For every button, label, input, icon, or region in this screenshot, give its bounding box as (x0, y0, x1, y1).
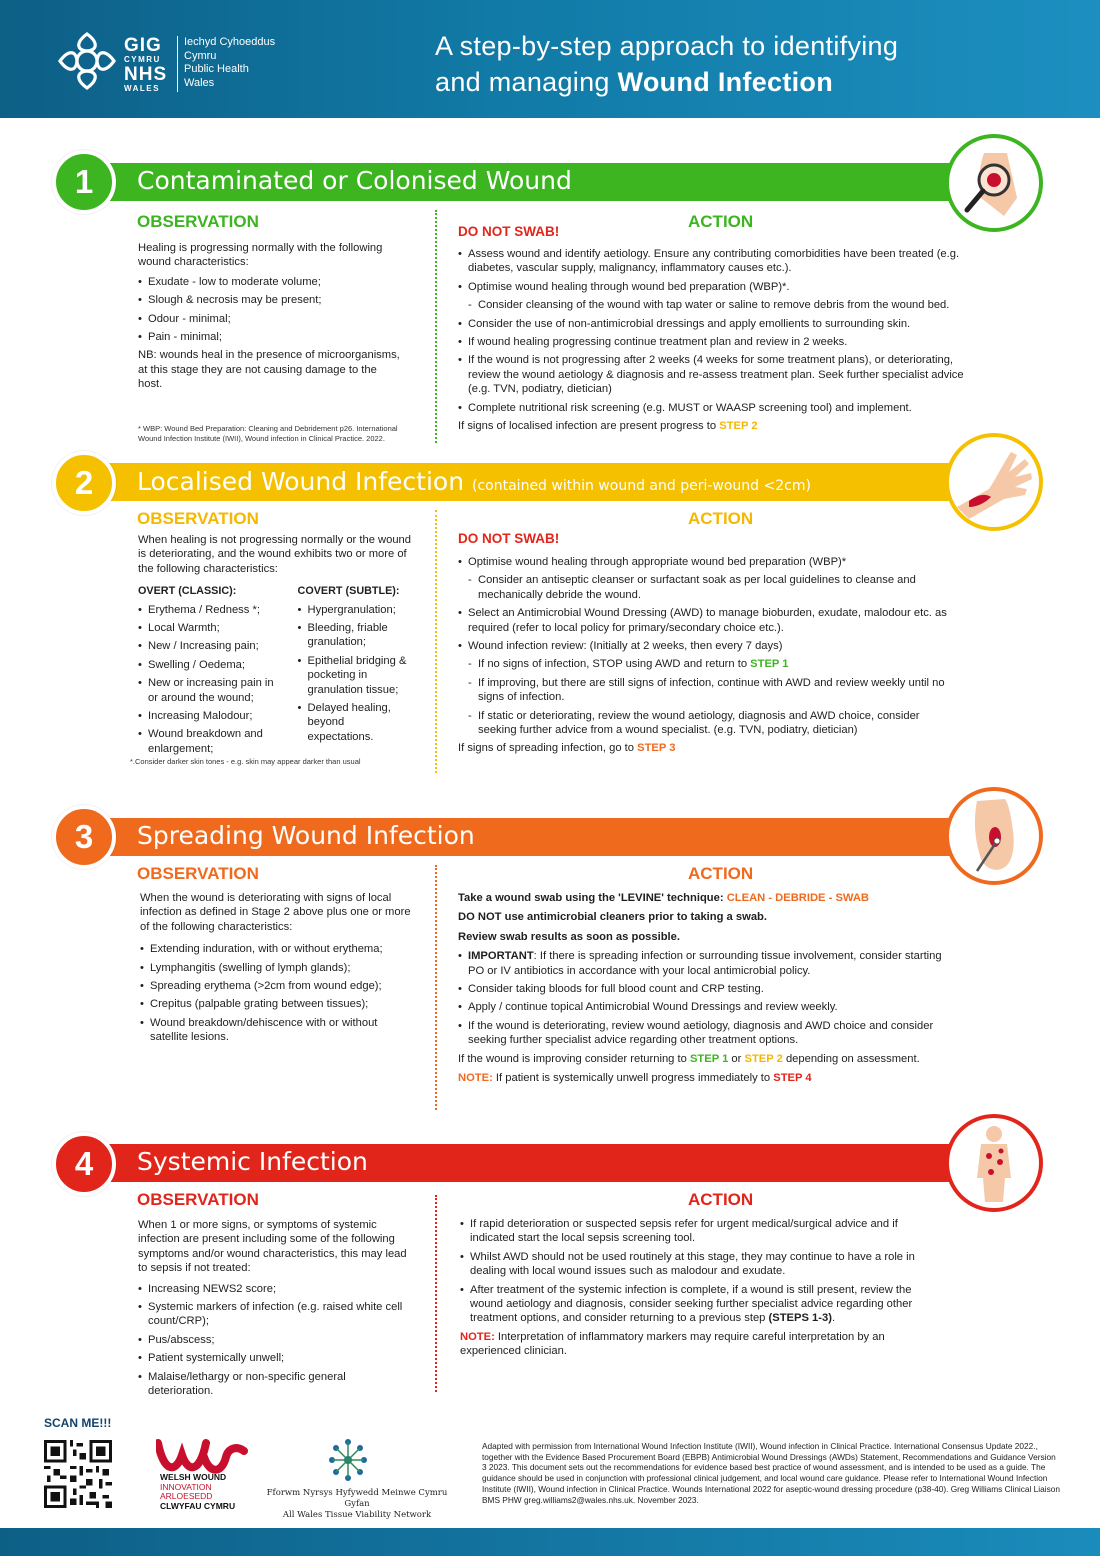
list-item (458, 657, 958, 671)
covert-column (298, 584, 413, 760)
list-item: • Spreading erythema (>2cm from wound edge); (140, 979, 412, 993)
obs-intro: When healing is not progressing normally or the wound is deteriorating, and the wound exhibits two or more of the following characteristics: (138, 534, 412, 575)
stage-1-divider (435, 210, 437, 443)
stage-2-observation-heading: OBSERVATION (137, 509, 259, 528)
nhs-wales-wordmark (124, 36, 176, 94)
list-item: • Lymphangitis (swelling of lymph glands); (140, 961, 412, 975)
list-item: • If wound healing progressing continue treatment plan and review in 2 weeks. (458, 335, 983, 349)
list-item: • Consider the use of non-antimicrobial dressings and apply emollients to surrounding skin. (458, 317, 983, 331)
org-line: Wales (184, 76, 215, 89)
stage-4-observation-heading: OBSERVATION (137, 1190, 259, 1209)
stage-2-footnote: *.Consider darker skin tones - e.g. skin may appear darker than usual (130, 757, 361, 766)
stage-2-divider (435, 510, 437, 773)
stage-1-observation (138, 241, 400, 397)
ww-line: CLWYFAU CYMRU (160, 1500, 236, 1511)
step-1-link: STEP 1 (689, 1052, 729, 1065)
ww-line: ARLOESEDD (160, 1491, 213, 1501)
overt-column (138, 584, 278, 760)
list-item: • Local Warmth; (138, 621, 278, 635)
improving-or: or (728, 1052, 745, 1065)
step-2-link: STEP 2 (744, 1052, 783, 1065)
title-line-1: A step-by-step approach to identifying (435, 31, 899, 61)
stage-1-footnote: * WBP: Wound Bed Preparation: Cleaning and Debridement p26. International Wound Infection Institute (IWII), Wound infection in Clinical Practice. 2022. (138, 424, 398, 443)
list-item: • Systemic markers of infection (e.g. raised white cell count/CRP); (138, 1300, 413, 1329)
note-label: NOTE: (460, 1330, 495, 1343)
list-item: • Wound breakdown and enlargement; (138, 727, 278, 756)
stage-3-observation (140, 891, 412, 1049)
list-item: • New or increasing pain in or around the wound; (138, 676, 278, 705)
levine-instruction (458, 891, 948, 905)
stage-2-action (458, 555, 958, 761)
after-treatment-text: After treatment of the systemic infection is complete, if a wound is still present, review the wound aetiology and diagnosis, consider seeking further specialist advice regarding other treatment options, and consider returning to a previous step (470, 1283, 913, 1325)
list-item: • Slough & necrosis may be present; (138, 293, 400, 307)
list-item: • Pain - minimal; (138, 330, 400, 344)
welsh-wound-text (160, 1473, 235, 1511)
stage-1-number: 1 (52, 150, 116, 214)
list-item: - If improving, but there are still signs of infection, continue with AWD and review weekly until no signs of infection. (458, 676, 958, 705)
title-line-2 (435, 64, 1035, 100)
logo-divider (177, 36, 178, 92)
stage-4-action (460, 1217, 930, 1364)
action-final (458, 419, 983, 433)
tissue-viability-text (262, 1488, 452, 1521)
steps-1-3: (STEPS 1-3) (768, 1312, 832, 1325)
list-item: - Consider an antiseptic cleanser or surfactant soak as per local guidelines to cleanse and mechanically debride the wound. (458, 573, 958, 602)
covert-title: COVERT (SUBTLE): (297, 585, 400, 598)
obs-intro: When the wound is deteriorating with signs of local infection as defined in Stage 2 above plus one or more of the following characteristics: (140, 892, 411, 933)
list-item: • Patient systemically unwell; (138, 1351, 413, 1365)
org-line: Public Health (184, 63, 249, 75)
org-line: Cymru (184, 49, 217, 62)
list-item: - Consider cleansing of the wound with tap water or saline to remove debris from the wound bed. (458, 298, 983, 312)
list-item: • Extending induration, with or without erythema; (140, 942, 412, 956)
note-label: NOTE: (458, 1072, 493, 1085)
stage-2-title-text: Localised Wound Infection (137, 467, 465, 496)
logo-gig: GIG (124, 35, 162, 56)
list-item (460, 1283, 930, 1326)
list-item: • Complete nutritional risk screening (e.g. MUST or WAASP screening tool) and implement. (458, 401, 983, 415)
body-infection-icon (945, 1114, 1043, 1212)
list-item: • If rapid deterioration or suspected sepsis refer for urgent medical/surgical advice and if indicated start the local sepsis screening tool. (460, 1217, 930, 1246)
title-prefix: and managing (435, 67, 618, 97)
improving-suffix: depending on assessment. (782, 1052, 920, 1065)
note-text: Interpretation of inflammatory markers may require careful interpretation by an experienced clinician. (460, 1330, 885, 1358)
step-2-link: STEP 2 (719, 420, 758, 433)
foot-swab-icon (945, 787, 1043, 885)
qr-code-icon[interactable] (44, 1440, 112, 1508)
improving-text: If the wound is improving consider returning to (458, 1052, 690, 1065)
action-final (458, 741, 958, 755)
inflammatory-note (460, 1330, 930, 1359)
list-item: • Swelling / Oedema; (138, 658, 278, 672)
stage-1-action-heading: ACTION (688, 212, 754, 231)
list-item: • Malaise/lethargy or non-specific general deterioration. (138, 1370, 413, 1399)
stage-4-action-heading: ACTION (688, 1190, 754, 1209)
ww-line: INNOVATION (160, 1481, 212, 1492)
obs-intro: When 1 or more signs, or symptoms of systemic infection are present including some of the following symptoms and/or wound characteristics, this may lead to sepsis if not treated: (138, 1219, 407, 1275)
stage-1-title: Contaminated or Colonised Wound (137, 166, 572, 195)
list-item: • Assess wound and identify aetiology. Ensure any contributing comorbidities have been treated (e.g. diabetes, vascular supply, malignancy, inflammatory causes etc.). (458, 247, 983, 276)
step-1-link: STEP 1 (750, 658, 789, 671)
stage-3-observation-heading: OBSERVATION (137, 864, 259, 883)
stage-4-divider (435, 1195, 437, 1392)
logo-wales: WALES (124, 84, 160, 93)
improving-note (458, 1052, 948, 1066)
list-item: • Delayed healing, beyond expectations. (298, 701, 413, 744)
important-label: IMPORTANT (468, 950, 534, 963)
list-item (458, 949, 948, 978)
list-item: • New / Increasing pain; (138, 639, 278, 653)
list-item: • Consider taking bloods for full blood count and CRP testing. (458, 982, 948, 996)
stage-3-action-heading: ACTION (688, 864, 754, 883)
logo-nhs: NHS (124, 64, 168, 85)
list-item: • If the wound is not progressing after 2 weeks (4 weeks for some treatment plans), or deteriorating, review the wound aetiology & diagnosis and re-assess treatment plan. Seek further specialist advice (e.g. TVN, podiatry, dietician) (458, 353, 983, 396)
stage-4-title: Systemic Infection (137, 1147, 368, 1176)
stage-2-observation (138, 533, 413, 760)
list-item: • Select an Antimicrobial Wound Dressing (AWD) to manage bioburden, exudate, malodour etc. as required (refer to local policy for primary/secondary choice etc.). (458, 606, 958, 635)
list-item: • Apply / continue topical Antimicrobial Wound Dressings and review weekly. (458, 1000, 948, 1014)
levine-text: Take a wound swab using the 'LEVINE' technique: (458, 892, 727, 904)
list-item: • Increasing Malodour; (138, 709, 278, 723)
org-name (184, 36, 275, 90)
list-item: • Bleeding, friable granulation; (298, 621, 413, 650)
stage-3-action (458, 891, 948, 1090)
list-item: • Hypergranulation; (298, 603, 413, 617)
magnified-wound-icon (945, 134, 1043, 232)
list-item: • Increasing NEWS2 score; (138, 1282, 413, 1296)
tissue-viability-network-logo (322, 1434, 374, 1484)
stage-4-observation (138, 1218, 413, 1402)
list-item: • Exudate - low to moderate volume; (138, 275, 400, 289)
list-item: • Pus/abscess; (138, 1333, 413, 1347)
stage-2-number: 2 (52, 451, 116, 515)
stage-2-title (137, 467, 811, 496)
tv-line: All Wales Tissue Viability Network (282, 1510, 432, 1520)
wrist-wound-icon (945, 433, 1043, 531)
list-item: • Optimise wound healing through wound bed preparation (WBP)*. (458, 280, 983, 294)
stage-4-number: 4 (52, 1132, 116, 1196)
step-3-link: STEP 3 (637, 742, 676, 755)
header-banner (0, 0, 1100, 118)
systemic-note (458, 1071, 948, 1085)
stage-1-action (458, 247, 983, 438)
step-4-link: STEP 4 (773, 1072, 812, 1085)
ww-line: WELSH WOUND (160, 1472, 227, 1482)
stage-1-observation-heading: OBSERVATION (137, 212, 259, 231)
list-item: • Odour - minimal; (138, 312, 400, 326)
review-swab-results: Review swab results as soon as possible. (458, 930, 680, 943)
list-item: • Erythema / Redness *; (138, 603, 278, 617)
overt-title: OVERT (CLASSIC): (138, 585, 237, 598)
note-text: If patient is systemically unwell progress immediately to (492, 1072, 774, 1085)
org-line: Iechyd Cyhoeddus (184, 36, 276, 48)
after-treatment-end: . (831, 1312, 836, 1325)
list-item: • Optimise wound healing through appropriate wound bed preparation (WBP)* (458, 555, 958, 569)
stage-3-title: Spreading Wound Infection (137, 821, 475, 850)
action-final-text: If signs of localised infection are present progress to (458, 420, 720, 433)
stage-2-do-not-swab: DO NOT SWAB! (458, 531, 560, 546)
obs-nb: NB: wounds heal in the presence of microorganisms, at this stage they are not causing damage to the host. (138, 349, 400, 391)
list-item-text: If no signs of infection, STOP using AWD and return to (478, 658, 751, 671)
stage-2-subtitle: (contained within wound and peri-wound <2cm) (472, 478, 811, 494)
stage-3-divider (435, 865, 437, 1110)
page-title (435, 28, 1035, 100)
list-item: • Wound infection review: (Initially at 2 weeks, then every 7 days) (458, 639, 958, 653)
list-item: • Epithelial bridging & pocketing in granulation tissue; (298, 654, 413, 697)
stage-2-action-heading: ACTION (688, 509, 754, 528)
obs-intro: Healing is progressing normally with the following wound characteristics: (138, 242, 383, 269)
tv-line: Fforwm Nyrsys Hyfywedd Meinwe Cymru Gyfan (266, 1488, 448, 1509)
stage-3-number: 3 (52, 805, 116, 869)
references-text: Adapted with permission from International Wound Infection Institute (IWII), Wound infection in Clinical Practice. International Consensus Update 2022., together with the Evidence Based Procurement Board (EBPB) Antimicrobial Wound Dressings (AWDs) Statement, Recommendations and Guidance Version 3 2023. This document sets out the recommendations for evidence based best practice of wound assessment, and is intended to be used as a guide. The guidance should be used in conjunction with professional clinical judgement, and local wound care guidance. Please refer to International Wound Infection Institute (IWII), Wound infection in Clinical Practice. Wounds International 2022 for aseptic-wound dressing procedure (p38-40). Greg Williams Clinical Liaison BMS PHW greg.williams2@wales.nhs.uk. November 2023. (482, 1441, 1060, 1505)
do-not-use-cleaners: DO NOT use antimicrobial cleaners prior to taking a swab. (458, 911, 767, 924)
list-item: • If the wound is deteriorating, review wound aetiology, diagnosis and AWD choice and consider seeking further specialist advice regarding other treatment options. (458, 1019, 948, 1048)
nhs-wales-knot-icon (56, 30, 118, 92)
list-item: - If static or deteriorating, review the wound aetiology, diagnosis and AWD choice, consider seeking further advice from a wound specialist. (e.g. TVN, podiatry, dietician) (458, 709, 958, 738)
title-bold: Wound Infection (617, 67, 834, 97)
stage-1-do-not-swab: DO NOT SWAB! (458, 224, 560, 239)
footer-band (0, 1528, 1100, 1556)
important-text: : If there is spreading infection or surrounding tissue involvement, consider starting PO or IV antibiotics in accordance with your local antimicrobial policy. (468, 950, 942, 977)
logo-cymru: CYMRU (124, 55, 161, 64)
levine-steps: CLEAN - DEBRIDE - SWAB (726, 892, 870, 904)
stage-2-sign-columns (138, 584, 413, 760)
scan-me-label: SCAN ME!!! (44, 1416, 112, 1430)
action-final-text: If signs of spreading infection, go to (458, 742, 638, 755)
list-item: • Wound breakdown/dehiscence with or without satellite lesions. (140, 1016, 412, 1045)
list-item: • Whilst AWD should not be used routinely at this stage, they may continue to have a role in dealing with local wound issues such as malodour and exudate. (460, 1250, 930, 1279)
list-item: • Crepitus (palpable grating between tissues); (140, 997, 412, 1011)
